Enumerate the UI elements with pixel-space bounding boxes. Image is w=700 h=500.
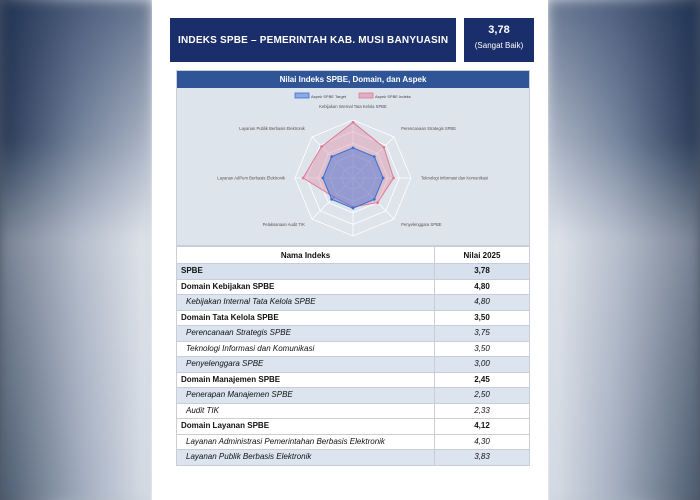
series-point-0-5: [330, 198, 333, 201]
series-point-0-3: [373, 198, 376, 201]
series-point-1-3: [376, 201, 379, 204]
series-point-1-2: [392, 177, 395, 180]
row-value: 2,33: [435, 403, 530, 419]
score-label: (Sangat Baik): [474, 41, 524, 50]
table-row: [177, 403, 530, 419]
row-value: 3,50: [435, 341, 530, 357]
legend-swatch-0: [295, 93, 309, 98]
row-name: Layanan Publik Berbasis Elektronik: [177, 450, 435, 466]
axis-label-6: Layanan AdPem Berbasis Elektronik: [217, 175, 285, 181]
series-point-0-2: [382, 177, 385, 180]
series-point-0-0: [352, 146, 355, 149]
axis-label-2: Teknologi Informasi dan Komunikasi: [421, 175, 489, 181]
series-point-1-7: [320, 145, 323, 148]
series-point-0-6: [321, 177, 324, 180]
table-row: [177, 341, 530, 357]
row-value: 4,12: [435, 419, 530, 435]
series-point-0-1: [373, 155, 376, 158]
background-right: [548, 0, 700, 500]
table-row: [177, 357, 530, 373]
row-name: Penyelenggara SPBE: [177, 357, 435, 373]
row-name: Teknologi Informasi dan Komunikasi: [177, 341, 435, 357]
row-value: 3,83: [435, 450, 530, 466]
legend-label-1: Aspek SPBE Indeks: [375, 94, 411, 99]
row-name: Domain Tata Kelola SPBE: [177, 310, 435, 326]
table-row: [177, 326, 530, 342]
row-value: 2,45: [435, 372, 530, 388]
row-value: 3,00: [435, 357, 530, 373]
table-row: [177, 264, 530, 280]
chart-title: Nilai Indeks SPBE, Domain, dan Aspek: [177, 71, 529, 88]
column-header-value: Nilai 2025: [435, 247, 530, 264]
table-row: [177, 450, 530, 466]
row-name: Penerapan Manajemen SPBE: [177, 388, 435, 404]
document-page: [152, 0, 548, 500]
table-row: [177, 310, 530, 326]
row-name: Layanan Administrasi Pemerintahan Berbasis Elektronik: [177, 434, 435, 450]
row-value: 2,50: [435, 388, 530, 404]
row-name: Audit TIK: [177, 403, 435, 419]
score-box: [464, 18, 534, 62]
row-name: Kebijakan Internal Tata Kelola SPBE: [177, 295, 435, 311]
table-row: [177, 372, 530, 388]
series-point-0-4: [352, 207, 355, 210]
table-row: [177, 419, 530, 435]
row-name: Perencanaan Strategis SPBE: [177, 326, 435, 342]
series-point-0-7: [330, 155, 333, 158]
axis-label-5: Pelaksanaan Audit TIK: [262, 222, 305, 228]
radar-chart-panel: [176, 70, 530, 246]
table-header-row: [177, 247, 530, 264]
table-row: [177, 295, 530, 311]
row-name: Domain Layanan SPBE: [177, 419, 435, 435]
row-value: 4,80: [435, 279, 530, 295]
row-name: Domain Kebijakan SPBE: [177, 279, 435, 295]
row-name: Domain Manajemen SPBE: [177, 372, 435, 388]
legend-label-0: Aspek SPBE Target: [311, 94, 347, 99]
row-value: 3,75: [435, 326, 530, 342]
series-point-1-1: [382, 146, 385, 149]
axis-label-0: Kebijakan Internal Tata Kelola SPBE: [319, 104, 387, 109]
table-row: [177, 279, 530, 295]
background-left: [0, 0, 152, 500]
column-header-name: Nama Indeks: [177, 247, 435, 264]
row-value: 4,30: [435, 434, 530, 450]
series-point-1-6: [302, 177, 305, 180]
table-row: [177, 434, 530, 450]
page-title: INDEKS SPBE – PEMERINTAH KAB. MUSI BANYUASIN: [170, 18, 456, 62]
axis-label-7: Layanan Publik Berbasis Elektronik: [239, 125, 305, 131]
table-row: [177, 388, 530, 404]
row-value: 3,78: [435, 264, 530, 280]
legend-swatch-1: [359, 93, 373, 98]
axis-label-3: Penyelenggara SPBE: [401, 222, 442, 228]
index-table: [176, 246, 530, 466]
axis-label-1: Perencanaan Strategis SPBE: [401, 125, 457, 131]
row-name: SPBE: [177, 264, 435, 280]
series-point-1-0: [352, 121, 355, 124]
row-value: 4,80: [435, 295, 530, 311]
radar-chart: [177, 88, 529, 246]
row-value: 3,50: [435, 310, 530, 326]
score-value: 3,78: [488, 24, 510, 36]
